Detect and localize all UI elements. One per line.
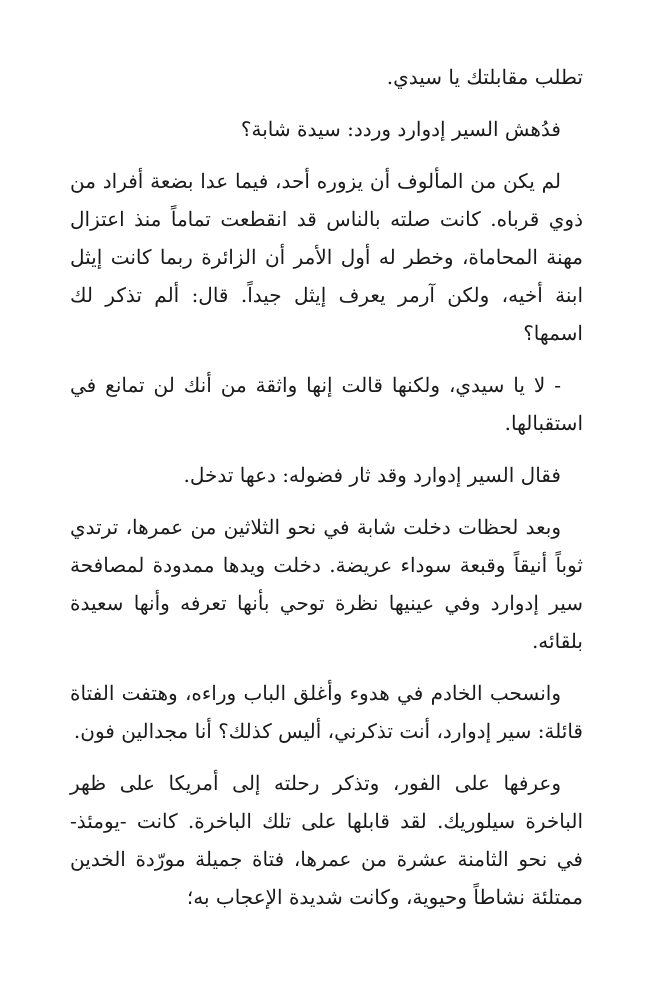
paragraph-reply: - لا يا سيدي، ولكنها قالت إنها واثقة من أنك لن تمانع في استقبالها. bbox=[70, 373, 583, 435]
paragraph-memory: وعرفها على الفور، وتذكر رحلته إلى أمريكا على ظهر الباخرة سيلوريك. لقد قابلها على تلك الباخرة. كانت -يومئذ- في نحو الثامنة عشرة من عمرها، فتاة جميلة مورّدة الخدين ممتلئة نشاطاً وحيوية، وكانت شديدة الإعجاب به؛ bbox=[70, 771, 583, 909]
paragraph-visitors: لم يكن من المألوف أن يزوره أحد، فيما عدا بضعة أفراد من ذوي قرباه. كانت صلته بالناس قد انقطعت تماماً منذ اعتزال مهنة المحاماة، وخطر له أول الأمر أن الزائرة ربما كانت إيثل ابنة أخيه، ولكن آرمر يعرف إيثل جيداً. قال: ألم تذكر لك اسمها؟ bbox=[70, 169, 583, 345]
paragraph-let-her-in: فقال السير إدوارد وقد ثار فضوله: دعها تدخل. bbox=[183, 463, 561, 487]
paragraph-surprise: فدُهش السير إدوارد وردد: سيدة شابة؟ bbox=[240, 117, 561, 141]
paragraph-request: تطلب مقابلتك يا سيدي. bbox=[386, 65, 583, 89]
page-body bbox=[70, 58, 583, 1000]
paragraph-entrance: وبعد لحظات دخلت شابة في نحو الثلاثين من عمرها، ترتدي ثوباً أنيقاً وقبعة سوداء عريضة. دخلت ويدها ممدودة لمصافحة سير إدوارد وفي عينيها نظرة توحي بأنها تعرفه وأنها سعيدة بلقائه. bbox=[70, 515, 583, 653]
paragraph-introduction: وانسحب الخادم في هدوء وأغلق الباب وراءه، وهتفت الفتاة قائلة: سير إدوارد، أنت تذكرني، أليس كذلك؟ أنا مجدالين فون. bbox=[70, 681, 583, 743]
